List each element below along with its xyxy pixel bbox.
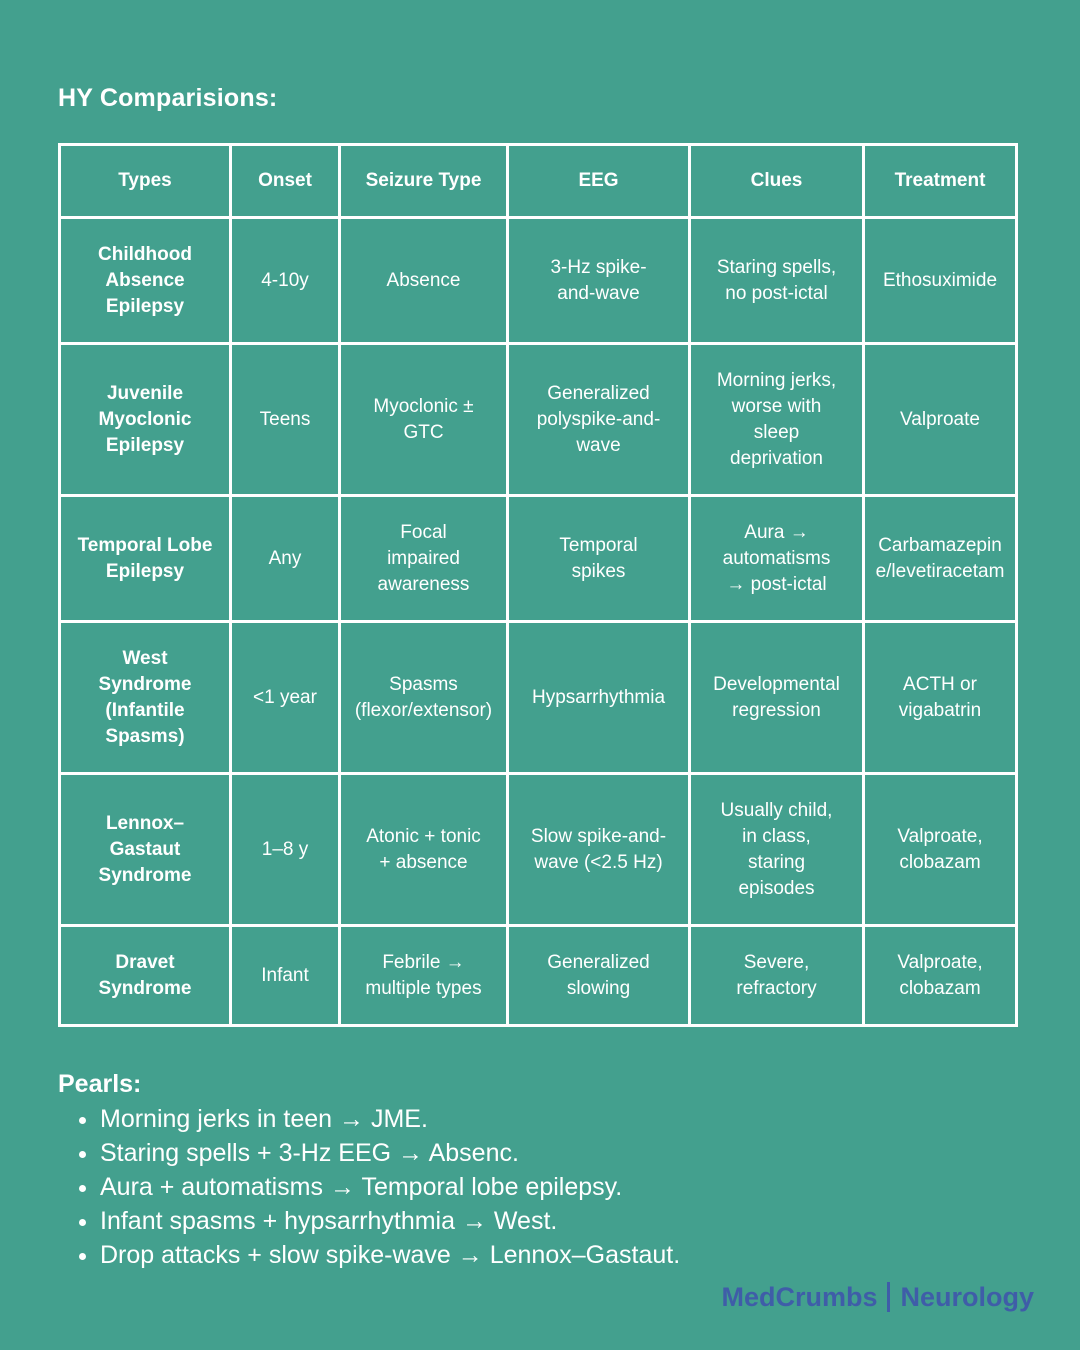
pearls-list — [58, 1102, 1000, 1272]
cell-clues: Morning jerks, worse with sleep deprivation — [690, 344, 864, 496]
cell-eeg: Temporal spikes — [508, 496, 690, 622]
cell-onset: Any — [231, 496, 340, 622]
table-row — [60, 344, 1017, 496]
cell-eeg: Generalized polyspike-and-wave — [508, 344, 690, 496]
pearl-item: • Drop attacks + slow spike-wave → Lennox–Gastaut. — [100, 1238, 1000, 1272]
cell-onset: 1–8 y — [231, 774, 340, 926]
pearl-item: • Infant spasms + hypsarrhythmia → West. — [100, 1204, 1000, 1238]
cell-clues: Developmental regression — [690, 622, 864, 774]
table-row — [60, 496, 1017, 622]
cell-onset: Teens — [231, 344, 340, 496]
cell-type: Temporal Lobe Epilepsy — [60, 496, 231, 622]
cell-type: Dravet Syndrome — [60, 926, 231, 1026]
header-eeg: EEG — [508, 145, 690, 218]
page-title: HY Comparisions: — [58, 84, 278, 112]
brand-footer — [721, 1282, 1034, 1316]
header-onset: Onset — [231, 145, 340, 218]
cell-seizure-type: Focal impaired awareness — [340, 496, 508, 622]
table-row — [60, 926, 1017, 1026]
cell-clues: Aura → automatisms → post-ictal — [690, 496, 864, 622]
cell-treatment: Valproate, clobazam — [864, 774, 1017, 926]
cell-treatment: ACTH or vigabatrin — [864, 622, 1017, 774]
table-row — [60, 622, 1017, 774]
cell-onset: Infant — [231, 926, 340, 1026]
header-types: Types — [60, 145, 231, 218]
cell-eeg: Generalized slowing — [508, 926, 690, 1026]
cell-type: Childhood Absence Epilepsy — [60, 218, 231, 344]
header-clues: Clues — [690, 145, 864, 218]
cell-clues: Severe, refractory — [690, 926, 864, 1026]
pearls-title: Pearls: — [58, 1070, 142, 1098]
pearl-item: • Staring spells + 3-Hz EEG → Absenc. — [100, 1136, 1000, 1170]
cell-onset: 4-10y — [231, 218, 340, 344]
cell-treatment: Valproate — [864, 344, 1017, 496]
cell-seizure-type: Myoclonic ± GTC — [340, 344, 508, 496]
table-header-row — [60, 145, 1017, 218]
brand-name: MedCrumbs — [721, 1282, 878, 1313]
cell-type: West Syndrome (Infantile Spasms) — [60, 622, 231, 774]
cell-eeg: Slow spike-and-wave (<2.5 Hz) — [508, 774, 690, 926]
pearl-item: • Aura + automatisms → Temporal lobe epilepsy. — [100, 1170, 1000, 1204]
cell-seizure-type: Absence — [340, 218, 508, 344]
cell-treatment: Carbamazepine/levetiracetam — [864, 496, 1017, 622]
header-treatment: Treatment — [864, 145, 1017, 218]
table-row — [60, 218, 1017, 344]
cell-clues: Staring spells, no post-ictal — [690, 218, 864, 344]
cell-seizure-type: Spasms (flexor/extensor) — [340, 622, 508, 774]
pearl-item: • Morning jerks in teen → JME. — [100, 1102, 1000, 1136]
cell-seizure-type: Febrile → multiple types — [340, 926, 508, 1026]
cell-eeg: 3-Hz spike-and-wave — [508, 218, 690, 344]
cell-clues: Usually child, in class, staring episodes — [690, 774, 864, 926]
brand-divider — [887, 1282, 890, 1312]
cell-type: Juvenile Myoclonic Epilepsy — [60, 344, 231, 496]
cell-seizure-type: Atonic + tonic + absence — [340, 774, 508, 926]
cell-type: Lennox–Gastaut Syndrome — [60, 774, 231, 926]
table-row — [60, 774, 1017, 926]
comparison-table — [58, 143, 1018, 1027]
cell-onset: <1 year — [231, 622, 340, 774]
brand-section: Neurology — [900, 1282, 1034, 1313]
cell-eeg: Hypsarrhythmia — [508, 622, 690, 774]
cell-treatment: Valproate, clobazam — [864, 926, 1017, 1026]
header-seizure-type: Seizure Type — [340, 145, 508, 218]
cell-treatment: Ethosuximide — [864, 218, 1017, 344]
